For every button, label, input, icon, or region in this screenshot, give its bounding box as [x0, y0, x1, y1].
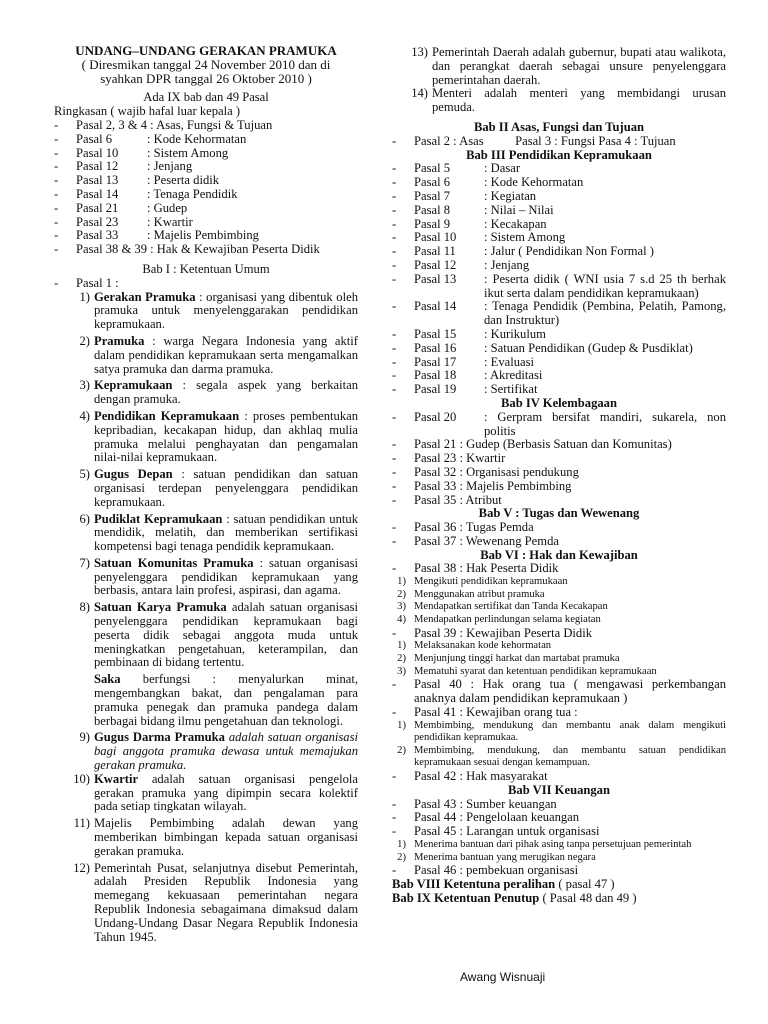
sub-item: 1) Melaksanakan kode kehormatan: [397, 640, 552, 652]
pasal-item: - Pasal 33 : Majelis Pembimbing: [392, 478, 572, 493]
summary-list: [54, 133, 358, 243]
pasal-item: - Pasal 13 : Peserta didik ( WNI usia 7 s.d 25 th berhak ikut serta dalam pendidikan kepramukaan): [392, 271, 726, 300]
summary-item: - Pasal 12 : Jenjang: [54, 159, 193, 174]
definition-item: 1) Gerakan Pramuka : organisasi yang dibentuk oleh pramuka untuk menyelenggarakan pendidikan kepramukaan.: [79, 289, 358, 332]
summary-item: - Pasal 23 : Kwartir: [54, 214, 193, 229]
pasal1-heading: - Pasal 1 :: [54, 275, 119, 290]
bab1-heading: Bab I : Ketentuan Umum: [142, 261, 270, 276]
definitions-list-2: [54, 773, 358, 948]
summary-item: - Pasal 14 : Tenaga Pendidik: [54, 186, 238, 201]
pasal-item: - Pasal 38 : Hak Peserta Didik: [392, 561, 559, 576]
left-column: [54, 44, 358, 947]
pasal-item: - Pasal 36 : Tugas Pemda: [392, 520, 534, 535]
definition-item: 6) Pudiklat Kepramukaan : satuan pendidikan untuk mendidik, melatih, dan memberikan sertifikasi kompetensi bagi tenaga pendidik kepramukaan.: [79, 511, 358, 554]
pasal-item: - Pasal 42 : Hak masyarakat: [392, 769, 548, 783]
summary-item: - Pasal 33 : Majelis Pembimbing: [54, 228, 259, 243]
definition-item: 2) Pramuka : warga Negara Indonesia yang aktif dalam pendidikan kepramukaan serta mengamalkan satya pramuka dan darma pramuka.: [79, 333, 358, 376]
definition-item: 3) Kepramukaan : segala aspek yang berkaitan dengan pramuka.: [79, 378, 358, 407]
pasal-item: - Pasal 8 : Nilai – Nilai: [392, 202, 554, 217]
document-title: UNDANG–UNDANG GERAKAN PRAMUKA: [75, 43, 337, 58]
definition-item: 10) Kwartir adalah satuan organisasi pengelola gerakan pramuka yang dipimpin secara kolektif pada setiap tingkatan wilayah.: [73, 771, 358, 814]
definition-item: 12) Pemerintah Pusat, selanjutnya disebut Pemerintah, adalah Presiden Republik Indonesia yang memegang kekuasaan pemerintahan negara Republik Indonesia sebagaimana dimaksud dalam Undang-Undang Dasar Negara Republik Indonesia Tahun 1945.: [73, 860, 358, 944]
saka-definition: Saka berfungsi : menyalurkan minat, mengembangkan bakat, dan pengalaman para pramuka penegak dan pramuka pandega dalam berbagai bidang ilmu pengetahuan dan teknologi.: [94, 672, 358, 728]
pasal-item: - Pasal 23 : Kwartir: [392, 451, 506, 466]
definition-item: 8) Satuan Karya Pramuka adalah satuan organisasi penyelenggara pendidikan kepramukaan bagi peserta didik sebagai anggota muda untuk meningkatkan pengetahuan, keterampilan, dan pembinaan di bidang tertentu.: [79, 600, 358, 670]
pasal-item: - Pasal 6 : Kode Kehormatan: [392, 175, 584, 190]
pasal-item: - Pasal 10 : Sistem Among: [392, 230, 566, 245]
summary-item: - Pasal 21 : Gudep: [54, 200, 188, 215]
bab5-heading: Bab V : Tugas dan Wewenang: [478, 506, 640, 521]
pasal-item: - Pasal 43 : Sumber keuangan: [392, 796, 557, 811]
summary-item: - Pasal 38 & 39 : Hak & Kewajiban Peserta Didik: [54, 242, 320, 257]
sub-item: 4) Mendapatkan perlindungan selama kegiatan: [397, 614, 601, 626]
sub-item: 1) Menerima bantuan dari pihak asing tanpa persetujuan pemerintah: [397, 838, 692, 850]
sub-item: 1) Membimbing, mendukung dan membantu anak dalam mengikuti pendidikan kepramukaa.: [397, 719, 726, 744]
definition-item: 13) Pemerintah Daerah adalah gubernur, bupati atau walikota, dan perangkat daerah sebagai unsure penyelenggara pemerintahan daerah.: [411, 45, 726, 87]
definition-item: 5) Gugus Depan : satuan pendidikan dan satuan organisasi terdepan penyelenggara pendidikan kepramukaan.: [79, 467, 359, 509]
definitions-list: [54, 291, 358, 674]
sub-item: 3) Mematuhi syarat dan ketentuan pendidikan kepramukaan: [397, 665, 657, 677]
bab3-list: [392, 162, 726, 397]
bab8-line: Bab VIII Ketentuna peralihan ( pasal 47 ): [392, 876, 615, 891]
p45-list: [392, 839, 726, 864]
right-column: [392, 46, 726, 906]
definition-item: 14) Menteri adalah menteri yang membidangi urusan pemuda.: [411, 86, 726, 115]
pasal-item: - Pasal 15 : Kurikulum: [392, 326, 546, 341]
summary-item: - Pasal 2, 3 & 4 : Asas, Fungsi & Tujuan: [54, 117, 273, 132]
summary-item: - Pasal 6 : Kode Kehormatan: [54, 131, 247, 146]
bab4-heading: Bab IV Kelembagaan: [501, 395, 617, 410]
pasal-item: - Pasal 35 : Atribut: [392, 492, 502, 507]
sub-item: 3) Mendapatkan sertifikat dan Tanda Kecakapan: [397, 601, 608, 613]
pasal-item: - Pasal 16 : Satuan Pendidikan (Gudep & Pusdiklat): [392, 340, 693, 355]
sub-item: 2) Menerima bantuan yang merugikan negara: [397, 851, 596, 863]
pasal-item: - Pasal 37 : Wewenang Pemda: [392, 533, 559, 548]
sub-item: 2) Membimbing, mendukung, dan membantu satuan pendidikan kepramukaan sesuai dengan kemampuan.: [397, 744, 726, 769]
pasal-item: - Pasal 9 : Kecakapan: [392, 216, 547, 231]
bab5-list: [392, 521, 726, 549]
sub-item: 2) Menjunjung tinggi harkat dan martabat pramuka: [397, 653, 620, 665]
bab9-line: Bab IX Ketentuan Penutup ( Pasal 48 dan 49 ): [392, 890, 637, 905]
bab4-list: [392, 438, 726, 507]
definitions-list-3: [392, 46, 726, 115]
pasal-item: - Pasal 7 : Kegiatan: [392, 188, 537, 203]
pasal-item: - Pasal 46 : pembekuan organisasi: [392, 863, 579, 878]
pasal-item: - Pasal 20 : Gerpram bersifat mandiri, sukarela, non politis: [392, 409, 726, 438]
p41-list: [392, 720, 726, 770]
bab6-heading: Bab VI : Hak dan Kewajiban: [480, 547, 638, 562]
bab2-line: - Pasal 2 : Asas Pasal 3 : Fungsi Pasa 4 : Tujuan: [392, 133, 676, 148]
pasal-item: - Pasal 41 : Kewajiban orang tua :: [392, 704, 578, 719]
chapter-count: Ada IX bab dan 49 Pasal: [143, 90, 269, 105]
pasal-item: - Pasal 14 : Tenaga Pendidik (Pembina, Pelatih, Pamong, dan Instruktur): [392, 299, 726, 328]
sub-item: 1) Mengikuti pendidikan kepramukaan: [397, 576, 568, 588]
pasal-item: - Pasal 18 : Akreditasi: [392, 368, 543, 383]
bab2-heading: Bab II Asas, Fungsi dan Tujuan: [473, 119, 645, 134]
bab3-heading: Bab III Pendidikan Kepramukaan: [466, 147, 652, 162]
pasal-item: - Pasal 12 : Jenjang: [392, 257, 530, 272]
summary-heading: Ringkasan ( wajib hafal luar kepala ): [54, 104, 241, 119]
author-footer: Awang Wisnuaji: [460, 970, 546, 984]
p39-list: [392, 640, 726, 678]
definition-item: 4) Pendidikan Kepramukaan : proses pembentukan kepribadian, kecakapan hidup, dan akhlaq mulia pramuka melalui penghayatan dan pengamalan nilai-nilai kepramukaan.: [79, 408, 359, 465]
definition-item: 7) Satuan Komunitas Pramuka : satuan organisasi penyelenggara pendidikan kepramukaan yang berbasis, antara lain profesi, aspirasi, dan agama.: [79, 555, 358, 598]
pasal-item: - Pasal 17 : Evaluasi: [392, 354, 535, 369]
pasal-item: - Pasal 5 : Dasar: [392, 161, 521, 176]
pasal-item: - Pasal 40 : Hak orang tua ( mengawasi perkembangan anaknya dalam pendidikan kepramukaan ): [392, 677, 726, 706]
bab7-list: [392, 798, 726, 839]
pasal-item: - Pasal 39 : Kewajiban Peserta Didik: [392, 625, 593, 640]
pasal-item: - Pasal 32 : Organisasi pendukung: [392, 464, 579, 479]
sub-item: 2) Menggunakan atribut pramuka: [397, 588, 545, 600]
pasal-item: - Pasal 21 : Gudep (Berbasis Satuan dan Komunitas): [392, 437, 672, 452]
subtitle-line-2: syahkan DPR tanggal 26 Oktober 2010 ): [100, 70, 312, 86]
summary-item: - Pasal 13 : Peserta didik: [54, 173, 220, 188]
definition-item: 9) Gugus Darma Pramuka adalah satuan organisasi bagi anggota pramuka dewasa untuk memajukan gerakan pramuka.: [79, 730, 358, 773]
pasal-item: - Pasal 44 : Pengelolaan keuangan: [392, 810, 580, 825]
subtitle-line-1: ( Diresmikan tanggal 24 November 2010 dan di: [81, 56, 331, 72]
pasal-item: - Pasal 11 : Jalur ( Pendidikan Non Formal ): [392, 244, 654, 259]
p38-list: [392, 576, 726, 626]
definition-item: 11) Majelis Pembimbing adalah dewan yang memberikan bimbingan kepada satuan organisasi gerakan pramuka.: [73, 816, 358, 858]
bab7-heading: Bab VII Keuangan: [508, 782, 610, 797]
pasal-item: - Pasal 45 : Larangan untuk organisasi: [392, 824, 600, 839]
summary-item: - Pasal 10 : Sistem Among: [54, 145, 229, 160]
pasal-item: - Pasal 19 : Sertifikat: [392, 382, 538, 397]
